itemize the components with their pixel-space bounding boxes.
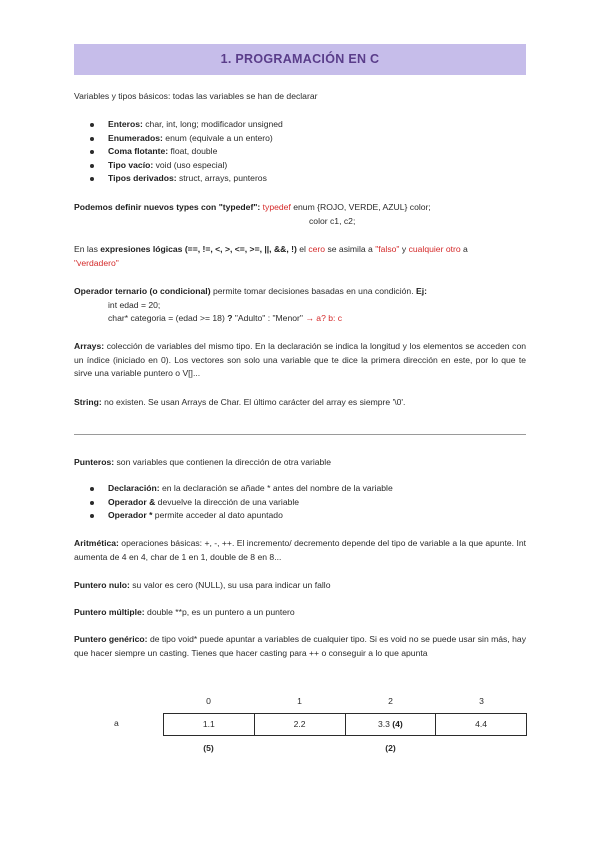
types-list [74, 118, 526, 186]
pointer-list [74, 482, 526, 523]
string-paragraph: String: no existen. Se usan Arrays de Char. El último carácter del array es siempre '\0'. [74, 397, 406, 407]
array-note: (2) [385, 743, 396, 753]
array-cell: 2.2 [255, 714, 346, 735]
pointers-intro: Punteros: son variables que contienen la dirección de otra variable [74, 457, 331, 467]
array-note: (5) [203, 743, 214, 753]
logic-paragraph: En las expresiones lógicas (==, !=, <, >, <=, >=, ||, &&, !) el cero se asimila a "falso" y cualquier otro a "verdadero" [74, 244, 468, 268]
list-item: Declaración: en la declaración se añade * antes del nombre de la variable [74, 482, 526, 496]
variables-intro: Variables y tipos básicos: todas las variables se han de declarar [74, 91, 318, 101]
divider [74, 434, 526, 435]
array-cell: 3.3 (4) [346, 714, 437, 735]
list-item: Operador * permite acceder al dato apuntado [74, 509, 526, 523]
list-item: Tipo vacío: void (uso especial) [74, 159, 526, 173]
generic-pointer-paragraph: Puntero genérico: de tipo void* puede apuntar a variables de cualquier tipo. Si es void no se puede usar sin más, hay que hacer siempre un casting. Tienes que hacer casting para ++ o conseguir a lo que apunta [74, 634, 526, 658]
array-index: 0 [206, 696, 211, 706]
list-item: Coma flotante: float, double [74, 145, 526, 159]
arith-paragraph: Aritmética: operaciones básicas: +, -, ++. El incremento/ decremento depende del tipo de variable a la que apunte. Int aumenta de 4 en 4, char de 1 en 1, double de 8 en 8... [74, 538, 526, 562]
array-name: a [114, 718, 119, 728]
list-item: Enteros: char, int, long; modificador unsigned [74, 118, 526, 132]
ternary-paragraph: Operador ternario (o condicional) permite tomar decisiones basadas en una condición. Ej: int edad = 20; char* categoria = (edad >= 18) ? "Adulto" : "Menor" → a? b: c [74, 286, 427, 324]
section-title: 1. PROGRAMACIÓN EN C [220, 51, 380, 66]
array-index: 2 [388, 696, 393, 706]
arrays-paragraph: Arrays: colección de variables del mismo tipo. En la declaración se indica la longitud y los elementos se acceden con un índice (iniciado en 0). Los vectores son solo una variable que te dice la primera dirección en este, por lo que te sirve una variable puntero o V[]... [74, 341, 526, 379]
array-index: 3 [479, 696, 484, 706]
typedef-paragraph: Podemos definir nuevos types con "typedef": typedef enum {ROJO, VERDE, AZUL} color; color c1, c2; [74, 202, 431, 226]
array-diagram [74, 695, 526, 765]
multi-pointer-paragraph: Puntero múltiple: double **p, es un puntero a un puntero [74, 607, 295, 617]
array-cell: 4.4 [475, 719, 488, 729]
list-item: Operador & devuelve la dirección de una variable [74, 496, 526, 510]
list-item: Tipos derivados: struct, arrays, punteros [74, 172, 526, 186]
array-index: 1 [297, 696, 302, 706]
array-cells [163, 713, 527, 736]
null-pointer-paragraph: Puntero nulo: su valor es cero (NULL), su usa para indicar un fallo [74, 580, 331, 590]
section-header [74, 44, 526, 75]
array-cell: 1.1 [164, 714, 255, 735]
list-item: Enumerados: enum (equivale a un entero) [74, 132, 526, 146]
